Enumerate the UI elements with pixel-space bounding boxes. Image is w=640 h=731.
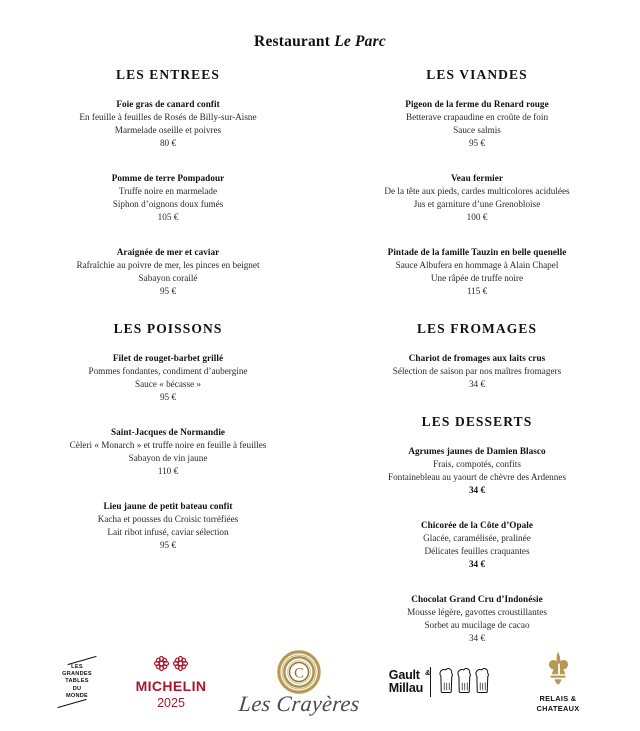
logo-michelin	[125, 655, 217, 710]
dish-price: 110 €	[157, 466, 179, 477]
michelin-star-icon	[172, 655, 189, 677]
menu-section-desserts	[338, 414, 616, 646]
spacer	[30, 299, 306, 321]
dish-description-line: Betterave crapaudine en croûte de foin	[405, 112, 549, 123]
gault-millau-wordmark	[388, 668, 431, 695]
menu-column-right	[320, 67, 626, 646]
page-title	[0, 0, 640, 51]
dish-description-line: Sauce salmis	[453, 125, 501, 136]
dish-description-line: Délicates feuilles craquantes	[424, 545, 530, 556]
dish-description-line: Sauce « bécasse »	[134, 379, 202, 390]
dish-price: 34 €	[468, 379, 486, 390]
menu-section-viandes	[338, 67, 616, 299]
dish-item	[30, 98, 306, 151]
toque-icon	[456, 665, 473, 700]
crayeres-wordmark: Les Crayères	[237, 690, 361, 716]
gt-line-5: MONDE	[65, 693, 89, 700]
dish-description-line: Sabayon corailé	[138, 273, 198, 284]
rc-line-1: RELAIS &	[539, 694, 577, 704]
footer-logos	[0, 639, 640, 731]
gt-line-1: LES	[71, 663, 83, 670]
michelin-wordmark: MICHELIN	[135, 677, 207, 694]
dish-item	[30, 500, 306, 553]
dish-price: 34 €	[468, 485, 486, 496]
page-title-venue: Le Parc	[334, 33, 386, 50]
dish-name: Pintade de la famille Tauzin en belle quenelle	[387, 246, 567, 257]
gt-line-4: DU	[72, 685, 82, 692]
dish-name: Pomme de terre Pompadour	[111, 172, 225, 183]
dish-description-line: Mousse légère, gavottes croustillantes	[407, 606, 547, 617]
dish-description-line: Une râpée de truffe noire	[430, 273, 524, 284]
dish-description-line: Siphon d’oignons doux fumés	[112, 199, 224, 210]
spacer	[338, 430, 616, 445]
logo-gault-millau	[381, 665, 499, 700]
relais-chateaux-wordmark	[537, 694, 580, 713]
dish-description-line: De la tête aux pieds, cardes multicolores acidulées	[384, 186, 570, 197]
dish-price: 80 €	[159, 138, 177, 149]
ampersand-icon: &	[425, 670, 431, 678]
fleur-de-lis-icon	[541, 651, 575, 692]
gt-line-3: TABLES	[65, 678, 89, 685]
dish-description-line: En feuille à feuilles de Rosés de Billy-sur-Aisne	[79, 112, 257, 123]
dish-description-line: Frais, compotés, confits	[433, 458, 521, 469]
dish-name: Saint-Jacques de Normandie	[110, 426, 226, 437]
gm-line-1: Gault	[388, 668, 420, 683]
dish-description-line: Sorbet au mucilage de cacao	[424, 619, 530, 630]
dish-name: Agrumes jaunes de Damien Blasco	[408, 445, 546, 456]
section-heading-fromages: LES FROMAGES	[416, 320, 538, 336]
michelin-star-icon	[153, 655, 170, 677]
section-heading-desserts: LES DESSERTS	[421, 413, 533, 429]
logo-relais-chateaux	[516, 651, 600, 713]
spacer	[338, 299, 616, 321]
section-heading-entrees: LES ENTREES	[115, 67, 221, 82]
dish-name: Veau fermier	[450, 172, 504, 183]
logo-grandes-tables-du-monde	[46, 660, 108, 705]
dish-item	[30, 426, 306, 479]
spacer	[338, 498, 616, 519]
toque-icon	[474, 665, 491, 700]
dish-description-line: Rafraîchie au poivre de mer, les pinces en beignet	[76, 260, 260, 271]
dish-item	[338, 246, 616, 299]
spacer	[30, 225, 306, 246]
dish-item	[338, 445, 616, 498]
spacer	[338, 392, 616, 414]
menu-column-left	[14, 67, 320, 646]
dish-price: 105 €	[157, 212, 179, 223]
dish-item	[30, 246, 306, 299]
gault-millau-toques	[438, 665, 491, 700]
page-title-restaurant: Restaurant	[254, 33, 331, 50]
diagonal-rule-icon	[57, 699, 86, 708]
spacer	[30, 83, 306, 98]
dish-price: 115 €	[466, 286, 488, 297]
dish-description-line: Sauce Albufera en hommage à Alain Chapel	[395, 260, 559, 271]
dish-name: Chocolat Grand Cru d’Indonésie	[411, 593, 543, 604]
menu-section-poissons	[30, 321, 306, 553]
spacer	[338, 572, 616, 593]
michelin-year: 2025	[157, 695, 185, 710]
grandes-tables-wordmark	[62, 664, 92, 701]
section-heading-poissons: LES POISSONS	[113, 320, 223, 336]
dish-price: 34 €	[468, 559, 486, 570]
dish-description-line: Kacha et pousses du Croisic torréfiées	[97, 513, 239, 524]
dish-item	[30, 352, 306, 405]
logo-les-crayeres	[234, 650, 364, 715]
dish-description-line: Jus et garniture d’une Grenobloise	[413, 199, 541, 210]
dish-name: Foie gras de canard confit	[116, 99, 220, 109]
dish-price: 95 €	[159, 540, 177, 551]
dish-name: Lieu jaune de petit bateau confit	[103, 500, 233, 511]
spacer	[338, 151, 616, 172]
dish-name: Chariot de fromages aux laits crus	[408, 352, 546, 363]
dish-item	[338, 352, 616, 392]
dish-description-line: Truffe noire en marmelade	[118, 186, 218, 197]
dish-description-line: Sélection de saison par nos maîtres fromagers	[392, 366, 562, 377]
svg-text:C: C	[294, 665, 304, 682]
dish-item	[338, 172, 616, 225]
gm-line-2: Millau	[388, 681, 424, 695]
michelin-stars	[153, 655, 189, 677]
spacer	[338, 225, 616, 246]
gt-line-2: GRANDES	[62, 670, 92, 677]
spacer	[30, 151, 306, 172]
toque-icon	[438, 665, 455, 700]
dish-price: 34 €	[468, 633, 486, 644]
dish-description-line: Marmelade oseille et poivres	[114, 125, 222, 136]
dish-item	[338, 593, 616, 646]
dish-description-line: Fontainebleau au yaourt de chèvre des Ardennes	[387, 472, 567, 482]
menu-section-entrees	[30, 67, 306, 299]
dish-description-line: Pommes fondantes, condiment d’aubergine	[88, 366, 248, 377]
vertical-divider	[430, 667, 431, 697]
dish-name: Filet de rouget-barbet grillé	[112, 352, 224, 363]
dish-item	[30, 172, 306, 225]
section-heading-viandes: LES VIANDES	[426, 67, 528, 82]
dish-name: Chicorée de la Côte d’Opale	[420, 519, 534, 530]
dish-price: 95 €	[468, 138, 486, 149]
spacer	[30, 337, 306, 352]
dish-price: 95 €	[159, 392, 177, 403]
menu-section-fromages	[338, 321, 616, 392]
dish-description-line: Glacée, caramélisée, pralinée	[423, 532, 531, 543]
dish-item	[338, 519, 616, 572]
dish-price: 95 €	[159, 286, 177, 297]
dish-name: Pigeon de la ferme du Renard rouge	[405, 99, 549, 109]
dish-item	[338, 98, 616, 151]
dish-description-line: Sabayon de vin jaune	[128, 453, 208, 464]
rc-line-2: CHATEAUX	[536, 703, 580, 713]
spacer	[338, 83, 616, 98]
spacer	[338, 337, 616, 352]
spacer	[30, 479, 306, 500]
dish-name: Araignée de mer et caviar	[116, 246, 220, 257]
dish-description-line: Lait ribot infusé, caviar sélection	[107, 527, 229, 538]
dish-description-line: Cèleri « Monarch » et truffe noire en feuille à feuilles	[69, 440, 267, 450]
menu-columns	[0, 67, 640, 646]
spacer	[30, 405, 306, 426]
dish-price: 100 €	[466, 212, 488, 223]
